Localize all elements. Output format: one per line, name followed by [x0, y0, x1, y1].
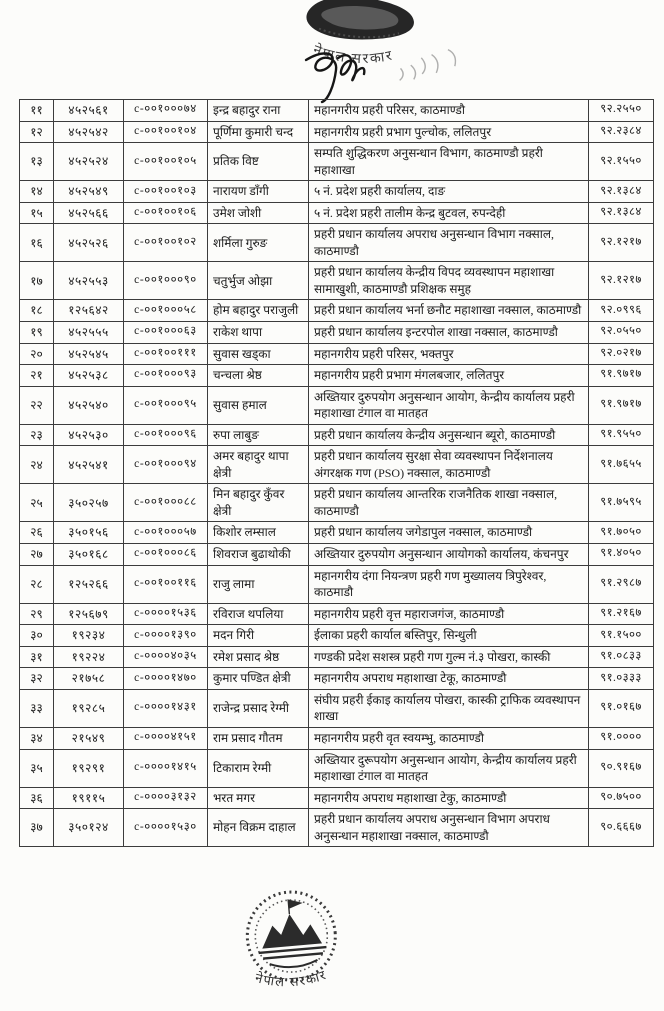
cell-name: टिकाराम रेग्मी: [208, 749, 309, 787]
cell-score: ९१.७०५०: [589, 522, 654, 544]
cell-name: शर्मिला गुरुङ: [208, 224, 309, 262]
cell-candidate-code: c-००००१५३०: [124, 809, 208, 847]
cell-office: अख्तियार दुरुपयोग अनुसन्धान आयोगको कार्यालय, कंचनपुर: [309, 544, 589, 566]
cell-name: सुवास खड्का: [208, 343, 309, 365]
cell-name: राकेश थापा: [208, 322, 309, 344]
cell-candidate-code: c-००१००१०४: [124, 121, 208, 143]
cell-candidate-code: c-००१०००९६: [124, 424, 208, 446]
cell-name: नारायण डाँगी: [208, 181, 309, 203]
table-row: [20, 544, 654, 566]
cell-name: कुमार पण्डित क्षेत्री: [208, 668, 309, 690]
cell-score: ९१.७५९५: [589, 484, 654, 522]
cell-registration-no: ४५२५६६: [54, 202, 124, 224]
cell-registration-no: ३५०१६८: [54, 544, 124, 566]
table-row: [20, 365, 654, 387]
cell-serial-number: २३: [20, 424, 54, 446]
cell-office: महानगरीय प्रहरी प्रभाग पुल्चोक, ललितपुर: [309, 121, 589, 143]
cell-registration-no: ४५२५५५: [54, 322, 124, 344]
cell-candidate-code: c-००१००१०५: [124, 143, 208, 181]
table-row: [20, 386, 654, 424]
cell-candidate-code: c-००१०००६३: [124, 322, 208, 344]
cell-registration-no: ३५०१२४: [54, 809, 124, 847]
cell-registration-no: १२५२६६: [54, 565, 124, 603]
cell-candidate-code: c-००१०००९५: [124, 386, 208, 424]
cell-registration-no: ४५२५२४: [54, 143, 124, 181]
emblem-label-bottom: नेपाल सरकार: [253, 966, 329, 990]
cell-serial-number: २०: [20, 343, 54, 365]
cell-registration-no: ४५२५६१: [54, 100, 124, 122]
cell-serial-number: १३: [20, 143, 54, 181]
cell-name: चतुर्भुज ओझा: [208, 262, 309, 300]
cell-office: प्रहरी प्रधान कार्यालय सुरक्षा सेवा व्यवस्थापन निर्देशनालय अंगरक्षक गण (PSO) नक्साल, काठमाण्डौ: [309, 446, 589, 484]
table-row: [20, 446, 654, 484]
cell-score: ९२.२५५०: [589, 100, 654, 122]
cell-candidate-code: c-००१०००९०: [124, 262, 208, 300]
cell-office: महानगरीय प्रहरी परिसर, काठमाण्डौ: [309, 100, 589, 122]
cell-office: प्रहरी प्रधान कार्यालय इन्टरपोल शाखा नक्साल, काठमाण्डौ: [309, 322, 589, 344]
cell-office: प्रहरी प्रधान कार्यालय केन्द्रीय अनुसन्धान ब्यूरो, काठमाण्डौ: [309, 424, 589, 446]
svg-text:नेपाल सरकार: [252, 964, 329, 993]
cell-candidate-code: c-००१००१११: [124, 343, 208, 365]
cell-candidate-code: c-००१०००५७: [124, 522, 208, 544]
cell-score: ९२.०५५०: [589, 322, 654, 344]
cell-candidate-code: c-००००१४१५: [124, 749, 208, 787]
cell-office: महानगरीय प्रहरी वृत्त महाराजगंज, काठमाण्डौ: [309, 603, 589, 625]
cell-serial-number: २८: [20, 565, 54, 603]
cell-name: पूर्णिमा कुमारी चन्द: [208, 121, 309, 143]
cell-candidate-code: c-००१०००८६: [124, 544, 208, 566]
cell-registration-no: २१५४९: [54, 727, 124, 749]
emblem-mountains: [254, 897, 328, 970]
cell-serial-number: २१: [20, 365, 54, 387]
cell-score: ९१.०८३३: [589, 646, 654, 668]
table-row: [20, 668, 654, 690]
cell-name: राजेन्द्र प्रसाद रेग्मी: [208, 689, 309, 727]
cell-office: महानगरीय प्रहरी प्रभाग मंगलबजार, ललितपुर: [309, 365, 589, 387]
cell-registration-no: ४५२५४५: [54, 343, 124, 365]
cell-score: ९२.२३८४: [589, 121, 654, 143]
cell-serial-number: २५: [20, 484, 54, 522]
cell-registration-no: ४५२५५३: [54, 262, 124, 300]
cell-score: ९२.०९९६: [589, 300, 654, 322]
cell-serial-number: २७: [20, 544, 54, 566]
cell-score: ९१.१५००: [589, 625, 654, 647]
cell-name: किशोर लम्साल: [208, 522, 309, 544]
stamp-ghost-fragments: [400, 46, 457, 84]
cell-office: गण्डकी प्रदेश सशस्त्र प्रहरी गण गुल्म नं.३ पोखरा, कास्की: [309, 646, 589, 668]
cell-registration-no: ४५२५४१: [54, 446, 124, 484]
cell-score: ९१.०३३३: [589, 668, 654, 690]
table-row: [20, 749, 654, 787]
table-row: [20, 262, 654, 300]
cell-score: ९१.९७१७: [589, 386, 654, 424]
cell-score: ९२.१५५०: [589, 143, 654, 181]
cell-office: ५ नं. प्रदेश प्रहरी कार्यालय, दाङ: [309, 181, 589, 203]
signature-scribble: [292, 48, 402, 104]
table-row: [20, 809, 654, 847]
roster-body: [20, 100, 654, 847]
cell-serial-number: ३६: [20, 787, 54, 809]
cell-serial-number: २२: [20, 386, 54, 424]
cell-registration-no: ४५२५२६: [54, 224, 124, 262]
cell-office: महानगरीय दंगा नियन्त्रण प्रहरी गण मुख्यालय त्रिपुरेश्वर, काठमाडौ: [309, 565, 589, 603]
cell-candidate-code: c-००००१३९०: [124, 625, 208, 647]
cell-serial-number: ३२: [20, 668, 54, 690]
cell-score: ९२.१३८४: [589, 181, 654, 203]
cell-name: रुपा लाबुङ: [208, 424, 309, 446]
cell-candidate-code: c-००००३१३२: [124, 787, 208, 809]
cell-office: प्रहरी प्रधान कार्यालय अपराध अनुसन्धान विभाग नक्साल, काठमाण्डौ: [309, 224, 589, 262]
cell-name: चन्चला श्रेष्ठ: [208, 365, 309, 387]
cell-registration-no: ४५२५४९: [54, 181, 124, 203]
table-row: [20, 300, 654, 322]
table-row: [20, 787, 654, 809]
cell-office: अख्तियार दुरूपयोग अनुसन्धान आयोग, केन्द्रीय कार्यालय प्रहरी महाशाखा टंगाल वा मातहत: [309, 749, 589, 787]
cell-candidate-code: c-००००१४७०: [124, 668, 208, 690]
cell-name: मोहन विक्रम दाहाल: [208, 809, 309, 847]
cell-score: ९२.१२१७: [589, 262, 654, 300]
cell-candidate-code: c-००००४०३५: [124, 646, 208, 668]
table-row: [20, 484, 654, 522]
cell-name: राम प्रसाद गौतम: [208, 727, 309, 749]
cell-serial-number: २६: [20, 522, 54, 544]
table-row: [20, 646, 654, 668]
cell-serial-number: १५: [20, 202, 54, 224]
cell-registration-no: ३५०२५७: [54, 484, 124, 522]
cell-serial-number: १८: [20, 300, 54, 322]
cell-office: प्रहरी प्रधान कार्यालय केन्द्रीय विपद व्यवस्थापन महाशाखा सामाखुशी, काठमाण्डौ प्रशिक्षक समुह: [309, 262, 589, 300]
cell-candidate-code: c-००१००१०६: [124, 202, 208, 224]
table-row: [20, 689, 654, 727]
cell-serial-number: ३५: [20, 749, 54, 787]
cell-score: ९२.१३८४: [589, 202, 654, 224]
cell-name: रमेश प्रसाद श्रेष्ठ: [208, 646, 309, 668]
cell-office: प्रहरी प्रधान कार्यालय अपराध अनुसन्धान विभाग अपराध अनुसन्धान महाशाखा नक्साल, काठमाण्डौ: [309, 809, 589, 847]
table-row: [20, 143, 654, 181]
cell-score: ९०.७५००: [589, 787, 654, 809]
nepal-government-emblem-bottom: [207, 877, 377, 1010]
table-row: [20, 625, 654, 647]
cell-score: ९१.९५५०: [589, 424, 654, 446]
cell-candidate-code: c-००१०००९४: [124, 446, 208, 484]
table-row: [20, 224, 654, 262]
cell-serial-number: २४: [20, 446, 54, 484]
cell-registration-no: १९२९१: [54, 749, 124, 787]
cell-registration-no: १२५६७९: [54, 603, 124, 625]
cell-name: अमर बहादुर थापा क्षेत्री: [208, 446, 309, 484]
cell-serial-number: १६: [20, 224, 54, 262]
cell-registration-no: १२५६४२: [54, 300, 124, 322]
cell-office: प्रहरी प्रधान कार्यालय भर्ना छनौट महाशाखा नक्साल, काठमाण्डौ: [309, 300, 589, 322]
cell-score: ९२.०२१७: [589, 343, 654, 365]
cell-score: ९१.९७१७: [589, 365, 654, 387]
cell-office: संघीय प्रहरी ईकाइ कार्यालय पोखरा, कास्की ट्राफिक व्यवस्थापन शाखा: [309, 689, 589, 727]
cell-score: ९२.१२१७: [589, 224, 654, 262]
cell-candidate-code: c-००००१४३१: [124, 689, 208, 727]
cell-office: अख्तियार दुरुपयोग अनुसन्धान आयोग, केन्द्रीय कार्यालय प्रहरी महाशाखा टंगाल वा मातहत: [309, 386, 589, 424]
cell-office: सम्पति शुद्धिकरण अनुसन्धान विभाग, काठमाण्डौ प्रहरी महाशाखा: [309, 143, 589, 181]
police-roster-table: [19, 99, 654, 847]
cell-serial-number: १४: [20, 181, 54, 203]
cell-serial-number: ११: [20, 100, 54, 122]
cell-name: इन्द्र बहादुर राना: [208, 100, 309, 122]
cell-name: होम बहादुर पराजुली: [208, 300, 309, 322]
table-row: [20, 202, 654, 224]
cell-score: ९१.०१६७: [589, 689, 654, 727]
cell-score: ९०.६६६७: [589, 809, 654, 847]
cell-name: रविराज थपलिया: [208, 603, 309, 625]
cell-office: महानगरीय प्रहरी परिसर, भक्तपुर: [309, 343, 589, 365]
cell-office: ईलाका प्रहरी कार्याल बस्तिपुर, सिन्धुली: [309, 625, 589, 647]
cell-serial-number: १९: [20, 322, 54, 344]
cell-office: ५ नं. प्रदेश प्रहरी तालीम केन्द्र बुटवल, रुपन्देही: [309, 202, 589, 224]
table-row: [20, 121, 654, 143]
cell-score: ९१.७६५५: [589, 446, 654, 484]
cell-serial-number: ३१: [20, 646, 54, 668]
table-row: [20, 727, 654, 749]
cell-candidate-code: c-००१००११६: [124, 565, 208, 603]
table-row: [20, 343, 654, 365]
cell-serial-number: १७: [20, 262, 54, 300]
cell-name: भरत मगर: [208, 787, 309, 809]
cell-candidate-code: c-००१००१०२: [124, 224, 208, 262]
cell-registration-no: ४५२५३८: [54, 365, 124, 387]
cell-registration-no: ३५०१५६: [54, 522, 124, 544]
cell-registration-no: १९२८५: [54, 689, 124, 727]
cell-office: महानगरीय प्रहरी वृत स्वयम्भु, काठमाण्डौ: [309, 727, 589, 749]
cell-serial-number: ३७: [20, 809, 54, 847]
cell-registration-no: १९११५: [54, 787, 124, 809]
cell-score: ९१.२९८७: [589, 565, 654, 603]
table-row: [20, 424, 654, 446]
cell-name: उमेश जोशी: [208, 202, 309, 224]
cell-registration-no: २१७५८: [54, 668, 124, 690]
cell-score: ९१.४०५०: [589, 544, 654, 566]
cell-registration-no: ४५२५४२: [54, 121, 124, 143]
cell-candidate-code: c-००१०००८८: [124, 484, 208, 522]
cell-name: प्रतिक विष्ट: [208, 143, 309, 181]
table-row: [20, 100, 654, 122]
cell-name: राजु लामा: [208, 565, 309, 603]
table-row: [20, 565, 654, 603]
cell-score: ९१.००००: [589, 727, 654, 749]
cell-office: प्रहरी प्रधान कार्यालय आन्तरिक राजनैतिक शाखा नक्साल, काठमाण्डौ: [309, 484, 589, 522]
cell-registration-no: १९२२४: [54, 646, 124, 668]
table-row: [20, 522, 654, 544]
cell-registration-no: १९२३४: [54, 625, 124, 647]
cell-serial-number: १२: [20, 121, 54, 143]
cell-registration-no: ४५२५३०: [54, 424, 124, 446]
cell-score: ९१.२१६७: [589, 603, 654, 625]
cell-office: महानगरीय अपराध महाशाखा टेकू, काठमाण्डौ: [309, 668, 589, 690]
cell-office: महानगरीय अपराध महाशाखा टेकु, काठमाण्डौ: [309, 787, 589, 809]
cell-candidate-code: c-००१०००५८: [124, 300, 208, 322]
cell-name: मिन बहादुर कुँवर क्षेत्री: [208, 484, 309, 522]
cell-office: प्रहरी प्रधान कार्यालय जगेडापुल नक्साल, काठमाण्डौ: [309, 522, 589, 544]
cell-candidate-code: c-००००१५३६: [124, 603, 208, 625]
cell-serial-number: ३३: [20, 689, 54, 727]
cell-name: शिवराज बुढाथोकी: [208, 544, 309, 566]
table-row: [20, 181, 654, 203]
cell-name: सुवास हमाल: [208, 386, 309, 424]
cell-registration-no: ४५२५४०: [54, 386, 124, 424]
cell-serial-number: ३४: [20, 727, 54, 749]
cell-name: मदन गिरी: [208, 625, 309, 647]
cell-serial-number: २९: [20, 603, 54, 625]
cell-candidate-code: c-००१०००७४: [124, 100, 208, 122]
cell-score: ९०.९१६७: [589, 749, 654, 787]
cell-candidate-code: c-००१००१०३: [124, 181, 208, 203]
cell-candidate-code: c-००००४१५१: [124, 727, 208, 749]
cell-serial-number: ३०: [20, 625, 54, 647]
emblem-label-top: नेपाल सरकार: [310, 43, 396, 68]
table-row: [20, 322, 654, 344]
cell-candidate-code: c-००१०००९३: [124, 365, 208, 387]
table-row: [20, 603, 654, 625]
